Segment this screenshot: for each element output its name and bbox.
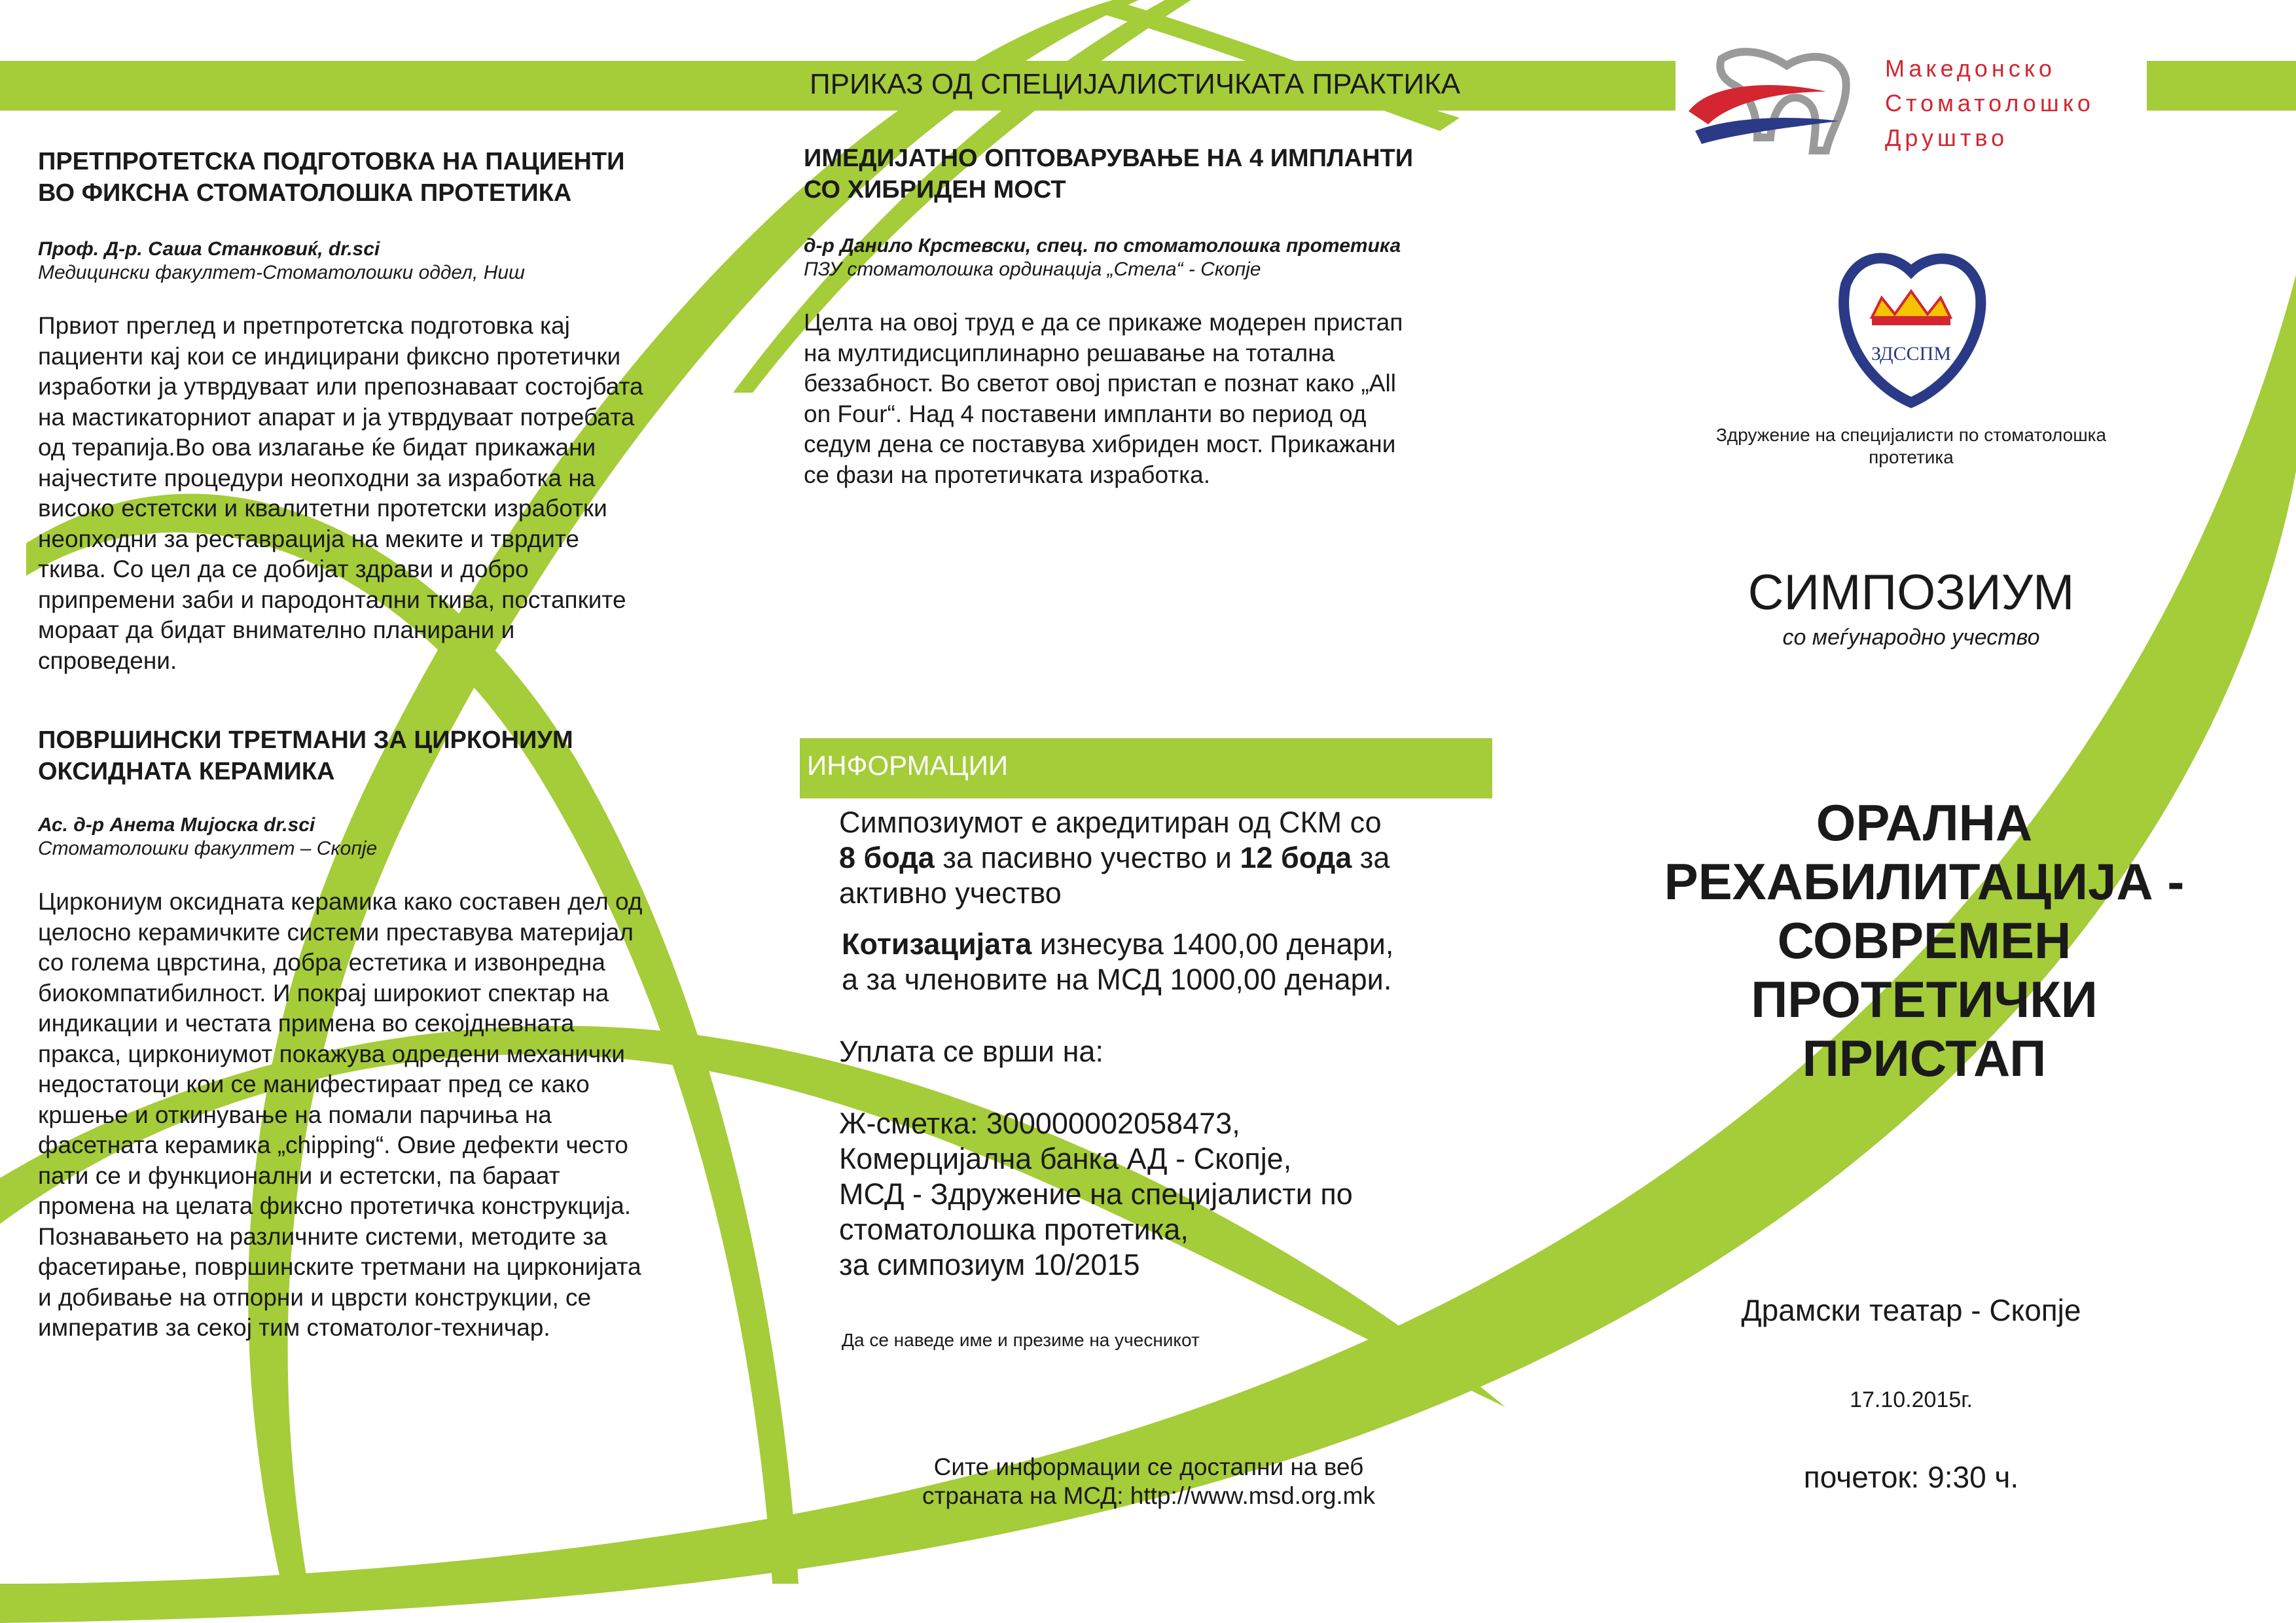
accreditation-line: активно учество — [839, 876, 1062, 910]
article-line: на мастикаторниот апарат и ја утврдуваат потребата — [38, 403, 635, 431]
article-line: ткива. Со цел да се добијат здрави и добро — [38, 556, 529, 582]
article-zirconium — [38, 724, 771, 1344]
tooth-crown-icon — [1820, 245, 2003, 416]
event-title-line: ПРОТЕТИЧКИ — [1751, 971, 2098, 1028]
article-line: кршење и откинување на помали парчиња на — [38, 1101, 552, 1128]
article-line: се фази на протетичката изработка. — [804, 461, 1211, 488]
article-line: пациенти кај кои се индицирани фиксно протетички — [38, 342, 621, 370]
accr-text: за пасивно учество и — [934, 841, 1240, 874]
fee-line: а за членовите на МСД 1000,00 денари. — [842, 963, 1392, 996]
account-line: Ж-сметка: 300000002058473, — [839, 1107, 1240, 1140]
article-line: седум дена се поставува хибриден мост. Прикажани — [804, 431, 1396, 457]
article-title: ИМЕДИЈАТНО ОПТОВАРУВАЊЕ НА 4 ИМПЛАНТИ — [804, 145, 1414, 172]
article-line: Целта на овој труд е да се прикаже модерен пристап — [804, 309, 1403, 336]
zdsspm-caption-line: протетика — [1869, 447, 1954, 467]
start-time: почеток: 9:30 ч. — [1803, 1460, 2019, 1494]
event-title-line: СОВРЕМЕН — [1777, 912, 2072, 969]
article-line: со голема цврстина, добра естетика и извонредна — [38, 949, 605, 976]
article-line: мораат да бидат внимателно планирани и — [38, 616, 515, 643]
article-affiliation: ПЗУ стоматолошка ординација „Стела“ - Скопје — [804, 259, 1261, 280]
article-line: пракса, циркониумот покажува одредени механички — [38, 1040, 625, 1067]
article-line: најчестите процедури неопходни за изработка на — [38, 464, 596, 491]
article-pretprotetska — [38, 146, 771, 676]
article-affiliation: Медицински факултет-Стоматолошки оддел, Ниш — [38, 262, 525, 283]
symposium-subtitle: со меѓународно учество — [1782, 625, 2040, 650]
article-line: императив за секој тим стоматолог-техничар. — [38, 1314, 550, 1341]
account-line: МСД - Здружение на специјалисти по — [839, 1177, 1353, 1211]
event-date: 17.10.2015г. — [1850, 1387, 1973, 1412]
article-line: недостатоци кои се манифестираат пред се како — [38, 1071, 590, 1097]
article-line: Циркониум оксидната керамика како составен дел од — [38, 888, 643, 915]
accr-text: за — [1352, 841, 1390, 874]
article-title: СО ХИБРИДЕН МОСТ — [804, 176, 1066, 204]
info-heading: ИНФОРМАЦИИ — [807, 750, 1009, 781]
article-line: високо естетски и квалитетни протетски изработки — [38, 495, 607, 522]
article-author: Проф. Д-р. Саша Станковиќ, dr.sci — [38, 238, 380, 260]
article-implants — [804, 143, 1524, 490]
header-band-text: ПРИКАЗ ОД СПЕЦИЈАЛИСТИЧКАТА ПРАКТИКА — [810, 68, 1461, 100]
seal-text: ЗДССПМ — [1871, 343, 1952, 365]
article-line: изработки ја утврдуваат или препознаваат состојбата — [38, 373, 643, 400]
article-line: беззабност. Во светот овој пристап е познат како „All — [804, 370, 1396, 397]
article-line: од терапија.Во ова излагање ќе бидат прикажани — [38, 434, 596, 461]
msd-name-line: Македонско — [1885, 55, 2056, 82]
web-info-line: страната на МСД: http://www.msd.org.mk — [922, 1482, 1376, 1509]
symposium-title: СИМПОЗИУМ — [1748, 565, 2075, 620]
article-title: ПОВРШИНСКИ ТРЕТМАНИ ЗА ЦИРКОНИУМ — [38, 726, 573, 754]
article-line: Познавањето на различните системи, методите за — [38, 1222, 607, 1250]
payment-heading: Уплата се врши на: — [839, 1035, 1103, 1068]
article-title: ПРЕТПРОТЕТСКА ПОДГОТОВКА НА ПАЦИЕНТИ — [38, 148, 625, 175]
article-line: припремени заби и пародонтални ткива, постапките — [38, 586, 626, 613]
msd-name — [1885, 51, 2094, 155]
article-line: фасетирање, површинските третмани на цирконијата — [38, 1253, 641, 1280]
article-line: фасетната керамика „chipping“. Овие дефекти често — [38, 1132, 628, 1158]
accreditation-line: Симпозиумот е акредитиран од СКМ со — [839, 806, 1382, 839]
fee-line — [839, 927, 1507, 962]
account-line: за симпозиум 10/2015 — [839, 1248, 1140, 1281]
event-title-line: РЕХАБИЛИТАЦИЈА - — [1664, 853, 2185, 910]
article-author: Ас. д-р Анета Мијоска dr.sci — [38, 814, 315, 836]
event-title-line: ОРАЛНА — [1816, 794, 2033, 851]
article-line: неопходни за реставрација на меките и тврдите — [38, 525, 579, 552]
article-title: ВО ФИКСНА СТОМАТОЛОШКА ПРОТЕТИКА — [38, 179, 572, 207]
web-info-line: Сите информации се достапни на веб — [933, 1454, 1364, 1480]
zdsspm-caption — [1649, 424, 2173, 469]
article-title: ОКСИДНАТА КЕРАМИКА — [38, 758, 335, 785]
article-line: промена на целата фиксно протетичка конструкција. — [38, 1192, 632, 1219]
article-line: Првиот преглед и претпротетска подготовка кај — [38, 312, 570, 339]
msd-name-line: Друштво — [1885, 124, 2009, 151]
article-author: д-р Данило Крстевски, спец. по стоматолошка протетика — [804, 235, 1401, 257]
venue: Драмски театар - Скопје — [1741, 1293, 2081, 1327]
account-line: Комерцијална банка АД - Скопје, — [839, 1142, 1292, 1175]
accreditation-line — [839, 840, 1507, 876]
article-line: и добивање на отпорни и цврсти конструкции, се — [38, 1283, 592, 1311]
msd-logo — [1676, 39, 2147, 170]
fee-amount: изнесува 1400,00 денари, — [1031, 927, 1394, 961]
web-info — [818, 1453, 1479, 1510]
event-title-line: ПРИСТАП — [1802, 1029, 2047, 1087]
article-line: пати се и функционални и естетски, па бараат — [38, 1162, 560, 1189]
account-line: стоматолошка протетика, — [839, 1213, 1189, 1246]
article-affiliation: Стоматолошки факултет – Скопје — [38, 838, 378, 859]
article-line: целосно керамичките системи преставува материјал — [38, 918, 634, 946]
info-block — [839, 805, 1507, 1283]
article-line: on Four“. Над 4 поставени импланти во период од — [804, 400, 1367, 427]
article-line: на мултидисциплинарно решавање на тотална — [804, 339, 1335, 366]
fee-label: Котизацијата — [842, 927, 1032, 961]
article-line: спроведени. — [38, 647, 177, 674]
msd-name-line: Стоматолошко — [1885, 90, 2094, 116]
article-line: биокомпатибилност. И покрај широкиот спектар на — [38, 979, 609, 1007]
article-line: индикации и честата примена во секојдневната — [38, 1010, 575, 1037]
passive-points: 8 бода — [839, 841, 935, 874]
event-title — [1597, 793, 2251, 1088]
tooth-swoosh-icon — [1682, 39, 1878, 170]
active-points: 12 бода — [1240, 841, 1352, 874]
participant-note: Да се наведе име и презиме на учесникот — [842, 1330, 1200, 1350]
zdsspm-caption-line: Здружение на специјалисти по стоматолошка — [1715, 425, 2107, 445]
